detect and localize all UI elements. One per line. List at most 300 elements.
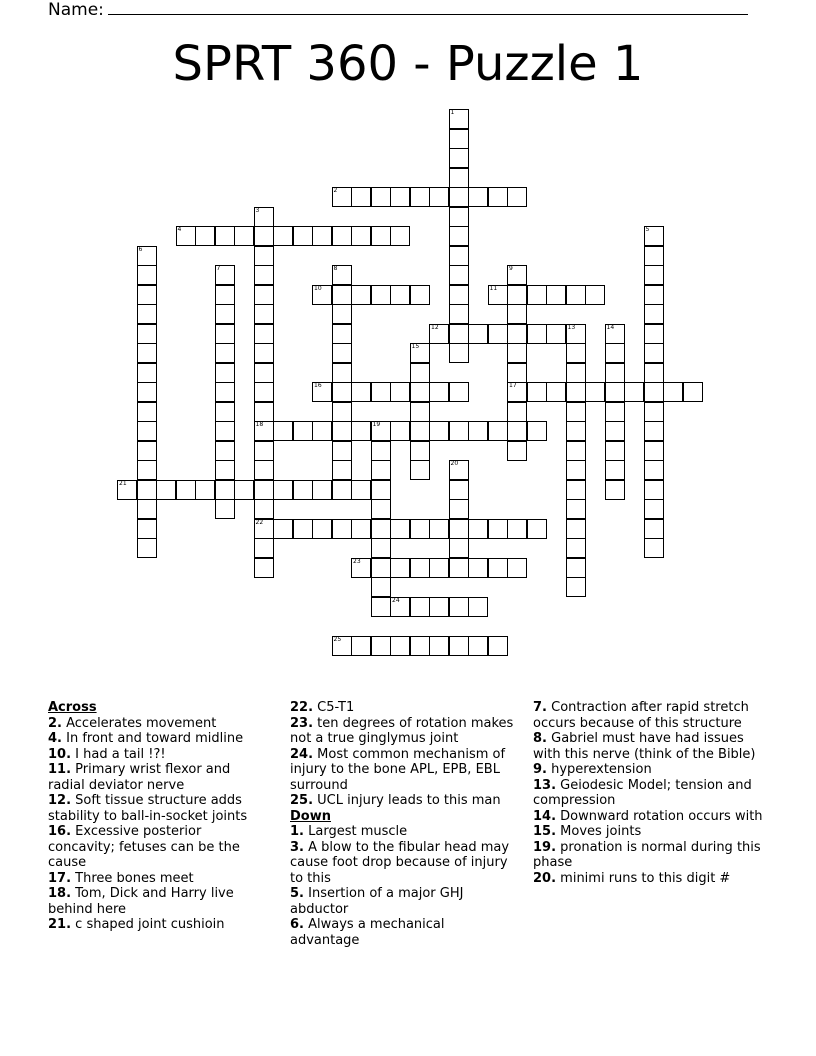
grid-cell[interactable] — [449, 499, 469, 519]
grid-cell[interactable] — [371, 187, 391, 207]
grid-cell[interactable] — [254, 402, 274, 422]
grid-cell[interactable] — [312, 226, 332, 246]
grid-cell[interactable] — [644, 538, 664, 558]
clue-number: 17. — [48, 870, 72, 886]
grid-cell[interactable] — [215, 363, 235, 383]
grid-cell[interactable] — [449, 597, 469, 617]
grid-cell[interactable] — [410, 597, 430, 617]
grid-cell[interactable] — [137, 421, 157, 441]
grid-cell[interactable] — [410, 441, 430, 461]
clue-number: 25. — [290, 793, 314, 808]
grid-cell[interactable] — [449, 187, 469, 207]
grid-cell[interactable] — [371, 460, 391, 480]
grid-cell[interactable] — [234, 480, 254, 500]
grid-cell[interactable] — [468, 558, 488, 578]
grid-cell[interactable] — [137, 265, 157, 285]
clue-number: 4. — [48, 731, 62, 746]
grid-cell[interactable] — [410, 187, 430, 207]
grid-cell[interactable] — [371, 538, 391, 558]
clue-number: 24. — [290, 746, 314, 762]
grid-cell[interactable] — [371, 226, 391, 246]
grid-cell[interactable] — [566, 538, 586, 558]
grid-cell[interactable] — [449, 460, 469, 480]
grid-cell[interactable] — [137, 285, 157, 305]
grid-cell[interactable] — [332, 265, 352, 285]
grid-cell[interactable] — [254, 421, 274, 441]
grid-cell[interactable] — [215, 441, 235, 461]
grid-cell[interactable] — [332, 304, 352, 324]
grid-cell[interactable] — [137, 480, 157, 500]
grid-cell[interactable] — [137, 363, 157, 383]
grid-cell[interactable] — [410, 343, 430, 363]
grid-cell[interactable] — [293, 421, 313, 441]
clue-number: 5. — [290, 886, 304, 901]
grid-cell[interactable] — [644, 304, 664, 324]
grid-cell[interactable] — [585, 382, 605, 402]
grid-cell[interactable] — [449, 109, 469, 129]
grid-cell[interactable] — [605, 402, 625, 422]
grid-cell[interactable] — [410, 363, 430, 383]
grid-cell[interactable] — [390, 519, 410, 539]
grid-cell[interactable] — [195, 480, 215, 500]
grid-cell[interactable] — [351, 187, 371, 207]
grid-cell[interactable] — [449, 129, 469, 149]
clue-text: Always a mechanical advantage — [290, 917, 445, 948]
grid-cell[interactable] — [546, 324, 566, 344]
down-clue — [533, 731, 768, 762]
grid-cell[interactable] — [332, 285, 352, 305]
grid-cell[interactable] — [215, 460, 235, 480]
grid-cell[interactable] — [254, 246, 274, 266]
grid-cell[interactable] — [683, 382, 703, 402]
grid-cell[interactable] — [332, 636, 352, 656]
grid-cell[interactable] — [410, 402, 430, 422]
grid-cell[interactable] — [468, 324, 488, 344]
grid-cell[interactable] — [507, 519, 527, 539]
grid-cell[interactable] — [449, 207, 469, 227]
grid-cell[interactable] — [176, 480, 196, 500]
grid-cell[interactable] — [488, 558, 508, 578]
grid-cell[interactable] — [371, 636, 391, 656]
grid-cell[interactable] — [390, 421, 410, 441]
grid-cell[interactable] — [449, 304, 469, 324]
grid-cell[interactable] — [215, 304, 235, 324]
grid-cell[interactable] — [507, 285, 527, 305]
grid-cell[interactable] — [449, 480, 469, 500]
grid-cell[interactable] — [215, 402, 235, 422]
grid-cell[interactable] — [390, 226, 410, 246]
grid-cell[interactable] — [644, 285, 664, 305]
grid-cell[interactable] — [254, 363, 274, 383]
grid-cell[interactable] — [624, 382, 644, 402]
grid-cell[interactable] — [254, 519, 274, 539]
grid-cell[interactable] — [312, 519, 332, 539]
grid-cell[interactable] — [566, 363, 586, 383]
grid-cell[interactable] — [137, 324, 157, 344]
across-clue — [48, 824, 268, 871]
clue-number: 8. — [533, 731, 547, 746]
grid-cell[interactable] — [644, 480, 664, 500]
grid-cell[interactable] — [371, 480, 391, 500]
grid-cell[interactable] — [507, 421, 527, 441]
grid-cell[interactable] — [644, 343, 664, 363]
down-heading: Down — [290, 808, 331, 824]
grid-cell[interactable] — [390, 382, 410, 402]
down-clue — [290, 824, 515, 840]
grid-cell[interactable] — [332, 441, 352, 461]
clue-text: Tom, Dick and Harry live behind here — [48, 886, 234, 917]
grid-cell[interactable] — [332, 519, 352, 539]
down-clue-list-a — [290, 824, 515, 948]
grid-cell[interactable] — [254, 343, 274, 363]
grid-cell[interactable] — [566, 499, 586, 519]
grid-cell[interactable] — [566, 480, 586, 500]
grid-cell[interactable] — [546, 382, 566, 402]
grid-cell[interactable] — [449, 246, 469, 266]
grid-cell[interactable] — [644, 226, 664, 246]
grid-cell[interactable] — [215, 324, 235, 344]
grid-cell[interactable] — [605, 460, 625, 480]
grid-cell[interactable] — [605, 382, 625, 402]
cell-number: 1 — [450, 109, 455, 116]
clue-number: 10. — [48, 746, 72, 762]
grid-cell[interactable] — [332, 363, 352, 383]
grid-cell[interactable] — [254, 538, 274, 558]
down-clue — [533, 840, 768, 871]
grid-cell[interactable] — [644, 441, 664, 461]
grid-cell[interactable] — [351, 480, 371, 500]
down-clue — [533, 700, 768, 731]
grid-cell[interactable] — [507, 187, 527, 207]
grid-cell[interactable] — [507, 441, 527, 461]
grid-cell[interactable] — [449, 421, 469, 441]
grid-cell[interactable] — [566, 460, 586, 480]
grid-cell[interactable] — [332, 460, 352, 480]
grid-cell[interactable] — [371, 577, 391, 597]
clue-text: Downward rotation occurs with — [556, 808, 763, 824]
cell-number: 5 — [645, 226, 650, 233]
grid-cell[interactable] — [215, 265, 235, 285]
grid-cell[interactable] — [566, 421, 586, 441]
grid-cell[interactable] — [507, 402, 527, 422]
grid-cell[interactable] — [137, 402, 157, 422]
grid-cell[interactable] — [566, 519, 586, 539]
grid-cell[interactable] — [507, 558, 527, 578]
across-clue — [290, 747, 515, 794]
grid-cell[interactable] — [585, 285, 605, 305]
clue-text: UCL injury leads to this man — [313, 793, 501, 808]
grid-cell[interactable] — [137, 519, 157, 539]
clue-text: A blow to the fibular head may cause foot drop because of injury to this — [290, 839, 510, 886]
cell-number: 12 — [431, 323, 439, 331]
grid-cell[interactable] — [332, 382, 352, 402]
grid-cell[interactable] — [429, 519, 449, 539]
grid-cell[interactable] — [137, 246, 157, 266]
grid-cell[interactable] — [254, 558, 274, 578]
puzzle-title: SPRT 360 - Puzzle 1 — [172, 36, 644, 92]
grid-cell[interactable] — [254, 285, 274, 305]
cell-number: 9 — [509, 265, 513, 272]
clue-text: Contraction after rapid stretch occurs because of this structure — [533, 700, 749, 731]
grid-cell[interactable] — [254, 382, 274, 402]
grid-cell[interactable] — [312, 382, 332, 402]
grid-cell[interactable] — [566, 285, 586, 305]
grid-cell[interactable] — [449, 226, 469, 246]
grid-cell[interactable] — [351, 636, 371, 656]
grid-cell[interactable] — [644, 363, 664, 383]
grid-cell[interactable] — [312, 285, 332, 305]
clue-text: Excessive posterior concavity; fetuses can be the cause — [48, 824, 240, 870]
across-clue — [48, 747, 268, 763]
grid-cell[interactable] — [371, 285, 391, 305]
grid-cell[interactable] — [332, 187, 352, 207]
grid-cell[interactable] — [488, 421, 508, 441]
grid-cell[interactable] — [254, 480, 274, 500]
grid-cell[interactable] — [351, 285, 371, 305]
clue-number: 13. — [533, 777, 557, 793]
grid-cell[interactable] — [449, 519, 469, 539]
grid-cell[interactable] — [215, 226, 235, 246]
grid-cell[interactable] — [566, 382, 586, 402]
grid-cell[interactable] — [644, 499, 664, 519]
grid-cell[interactable] — [254, 265, 274, 285]
grid-cell[interactable] — [644, 402, 664, 422]
grid-cell[interactable] — [215, 480, 235, 500]
grid-cell[interactable] — [429, 324, 449, 344]
grid-cell[interactable] — [371, 421, 391, 441]
clue-number: 1. — [290, 824, 304, 839]
grid-cell[interactable] — [332, 226, 352, 246]
grid-cell[interactable] — [566, 441, 586, 461]
grid-cell[interactable] — [137, 343, 157, 363]
grid-cell[interactable] — [449, 538, 469, 558]
grid-cell[interactable] — [390, 285, 410, 305]
clue-number: 6. — [290, 917, 304, 932]
grid-cell[interactable] — [410, 285, 430, 305]
grid-cell[interactable] — [488, 285, 508, 305]
grid-cell[interactable] — [254, 499, 274, 519]
grid-cell[interactable] — [605, 480, 625, 500]
grid-cell[interactable] — [254, 226, 274, 246]
grid-cell[interactable] — [390, 636, 410, 656]
grid-cell[interactable] — [273, 519, 293, 539]
down-clue — [533, 809, 768, 825]
down-clue — [533, 824, 768, 840]
grid-cell[interactable] — [644, 519, 664, 539]
grid-cell[interactable] — [488, 187, 508, 207]
grid-cell[interactable] — [429, 382, 449, 402]
grid-cell[interactable] — [507, 343, 527, 363]
grid-cell[interactable] — [449, 382, 469, 402]
grid-cell[interactable] — [449, 558, 469, 578]
grid-cell[interactable] — [605, 324, 625, 344]
grid-cell[interactable] — [371, 382, 391, 402]
grid-cell[interactable] — [605, 441, 625, 461]
grid-cell[interactable] — [449, 265, 469, 285]
name-label: Name: — [48, 0, 104, 20]
grid-cell[interactable] — [137, 460, 157, 480]
grid-cell[interactable] — [566, 343, 586, 363]
grid-cell[interactable] — [410, 636, 430, 656]
across-heading: Across — [48, 700, 97, 715]
grid-cell[interactable] — [332, 421, 352, 441]
grid-cell[interactable] — [137, 538, 157, 558]
grid-cell[interactable] — [137, 382, 157, 402]
grid-cell[interactable] — [117, 480, 137, 500]
clue-number: 11. — [48, 762, 72, 777]
grid-cell[interactable] — [449, 343, 469, 363]
grid-cell[interactable] — [429, 187, 449, 207]
grid-cell[interactable] — [644, 246, 664, 266]
grid-cell[interactable] — [468, 636, 488, 656]
grid-cell[interactable] — [468, 597, 488, 617]
grid-cell[interactable] — [507, 363, 527, 383]
grid-cell[interactable] — [644, 421, 664, 441]
grid-cell[interactable] — [234, 226, 254, 246]
grid-cell[interactable] — [605, 363, 625, 383]
cell-number: 15 — [411, 343, 420, 350]
grid-cell[interactable] — [566, 558, 586, 578]
clue-text: Insertion of a major GHJ abductor — [290, 886, 464, 917]
grid-cell[interactable] — [507, 304, 527, 324]
grid-cell[interactable] — [273, 226, 293, 246]
grid-cell[interactable] — [644, 324, 664, 344]
grid-cell[interactable] — [254, 324, 274, 344]
grid-cell[interactable] — [176, 226, 196, 246]
clue-number: 14. — [533, 808, 557, 824]
grid-cell[interactable] — [390, 597, 410, 617]
grid-cell[interactable] — [429, 636, 449, 656]
grid-cell[interactable] — [410, 421, 430, 441]
grid-cell[interactable] — [488, 519, 508, 539]
clue-text: Geiodesic Model; tension and compression — [533, 777, 752, 808]
grid-cell[interactable] — [605, 421, 625, 441]
grid-cell[interactable] — [273, 480, 293, 500]
grid-cell[interactable] — [644, 460, 664, 480]
grid-cell[interactable] — [195, 226, 215, 246]
grid-cell[interactable] — [351, 558, 371, 578]
grid-cell[interactable] — [351, 519, 371, 539]
across-clue — [290, 793, 515, 809]
grid-cell[interactable] — [546, 285, 566, 305]
grid-cell[interactable] — [644, 382, 664, 402]
clue-number: 15. — [533, 824, 557, 839]
grid-cell[interactable] — [273, 421, 293, 441]
grid-cell[interactable] — [332, 324, 352, 344]
grid-cell[interactable] — [527, 421, 547, 441]
grid-cell[interactable] — [254, 207, 274, 227]
grid-cell[interactable] — [390, 187, 410, 207]
clue-number: 12. — [48, 793, 72, 808]
across-clue — [48, 871, 268, 887]
grid-cell[interactable] — [566, 577, 586, 597]
grid-cell[interactable] — [215, 421, 235, 441]
across-clue — [48, 793, 268, 824]
grid-cell[interactable] — [351, 382, 371, 402]
grid-cell[interactable] — [156, 480, 176, 500]
grid-cell[interactable] — [390, 558, 410, 578]
grid-cell[interactable] — [371, 441, 391, 461]
grid-cell[interactable] — [215, 343, 235, 363]
grid-cell[interactable] — [254, 460, 274, 480]
grid-cell[interactable] — [371, 499, 391, 519]
grid-cell[interactable] — [449, 148, 469, 168]
clue-text: In front and toward midline — [61, 731, 244, 746]
clue-number: 7. — [533, 700, 547, 715]
grid-cell[interactable] — [332, 480, 352, 500]
grid-cell[interactable] — [137, 304, 157, 324]
grid-cell[interactable] — [527, 382, 547, 402]
clue-text: Largest muscle — [303, 824, 408, 839]
grid-cell[interactable] — [449, 285, 469, 305]
grid-cell[interactable] — [254, 304, 274, 324]
grid-cell[interactable] — [371, 519, 391, 539]
grid-cell[interactable] — [449, 168, 469, 188]
grid-cell[interactable] — [507, 382, 527, 402]
grid-cell[interactable] — [605, 343, 625, 363]
grid-cell[interactable] — [449, 324, 469, 344]
clue-text: Soft tissue structure adds stability to ball-in-socket joints — [48, 793, 248, 824]
grid-cell[interactable] — [293, 480, 313, 500]
clue-text: minimi runs to this digit # — [556, 870, 731, 886]
grid-cell[interactable] — [215, 499, 235, 519]
grid-cell[interactable] — [566, 324, 586, 344]
cell-number: 2 — [333, 187, 338, 194]
grid-cell[interactable] — [507, 324, 527, 344]
grid-cell[interactable] — [410, 558, 430, 578]
grid-cell[interactable] — [137, 441, 157, 461]
grid-cell[interactable] — [312, 480, 332, 500]
clue-number: 21. — [48, 917, 72, 932]
grid-cell[interactable] — [507, 265, 527, 285]
grid-cell[interactable] — [429, 558, 449, 578]
grid-cell[interactable] — [449, 636, 469, 656]
grid-cell[interactable] — [215, 382, 235, 402]
grid-cell[interactable] — [410, 519, 430, 539]
grid-cell[interactable] — [332, 402, 352, 422]
grid-cell[interactable] — [312, 421, 332, 441]
grid-cell[interactable] — [293, 226, 313, 246]
grid-cell[interactable] — [410, 460, 430, 480]
grid-cell[interactable] — [351, 421, 371, 441]
grid-cell[interactable] — [410, 382, 430, 402]
grid-cell[interactable] — [468, 187, 488, 207]
grid-cell[interactable] — [293, 519, 313, 539]
cell-number: 21 — [119, 479, 127, 487]
grid-cell[interactable] — [527, 519, 547, 539]
grid-cell[interactable] — [468, 519, 488, 539]
grid-cell[interactable] — [488, 324, 508, 344]
grid-cell[interactable] — [137, 499, 157, 519]
grid-cell[interactable] — [254, 441, 274, 461]
grid-cell[interactable] — [215, 285, 235, 305]
grid-cell[interactable] — [429, 421, 449, 441]
grid-cell[interactable] — [527, 285, 547, 305]
grid-cell[interactable] — [644, 265, 664, 285]
grid-cell[interactable] — [488, 636, 508, 656]
grid-cell[interactable] — [527, 324, 547, 344]
grid-cell[interactable] — [566, 402, 586, 422]
grid-cell[interactable] — [371, 597, 391, 617]
grid-cell[interactable] — [468, 421, 488, 441]
down-clue — [533, 871, 768, 887]
clues-column-1 — [48, 700, 268, 933]
grid-cell[interactable] — [663, 382, 683, 402]
grid-cell[interactable] — [351, 226, 371, 246]
grid-cell[interactable] — [332, 343, 352, 363]
grid-cell[interactable] — [371, 558, 391, 578]
grid-cell[interactable] — [429, 597, 449, 617]
